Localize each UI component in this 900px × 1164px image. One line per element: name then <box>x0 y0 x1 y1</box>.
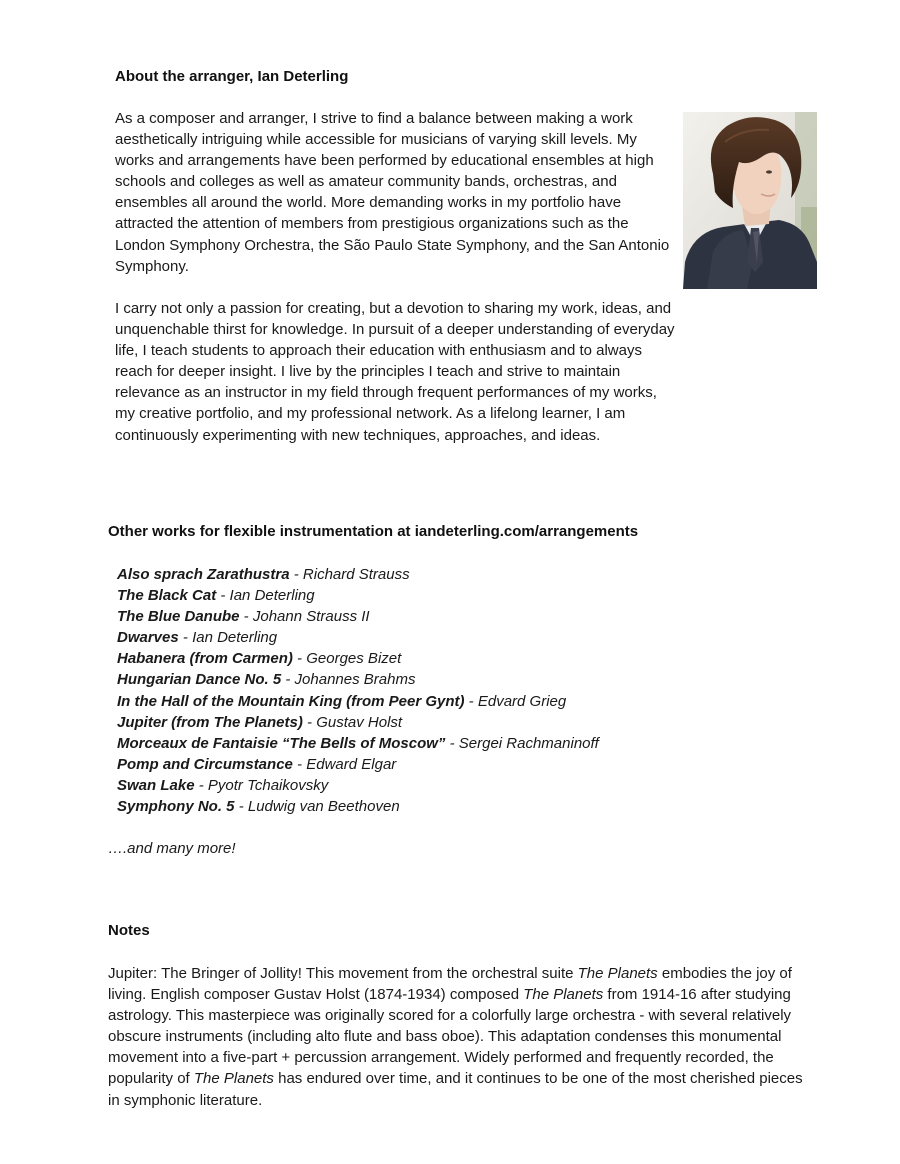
work-separator: - <box>194 776 208 794</box>
work-separator: - <box>239 608 253 626</box>
work-composer: Ian Deterling <box>229 587 315 605</box>
arranger-portrait-image <box>683 112 817 289</box>
work-composer: Edward Elgar <box>306 755 397 773</box>
works-list-item <box>117 691 599 712</box>
work-title: Dwarves <box>117 629 179 647</box>
work-title: Morceaux de Fantaisie “The Bells of Moscow” <box>117 734 446 752</box>
work-title: Symphony No. 5 <box>117 798 235 816</box>
work-separator: - <box>216 587 230 605</box>
work-title: Swan Lake <box>117 776 195 794</box>
bio-paragraph-1: As a composer and arranger, I strive to find a balance between making a work aesthetically intriguing while accessible for musicians of varying skill levels. My works and arrangements have been performed by educational ensembles at high schools and colleges as well as amateur community bands, orchestras, and ensembles all around the world. More demanding works in my portfolio have attracted the attention of members from prestigious organizations such as the London Symphony Orchestra, the São Paulo State Symphony, and the San Antonio Symphony. <box>115 110 670 275</box>
work-composer: Johann Strauss II <box>252 608 370 626</box>
notes-italic-title-1: The Planets <box>577 965 658 982</box>
work-separator: - <box>292 650 307 668</box>
work-separator: - <box>281 671 295 689</box>
work-separator: - <box>302 713 317 731</box>
work-title: Hungarian Dance No. 5 <box>117 671 282 689</box>
notes-heading: Notes <box>108 922 150 939</box>
work-separator: - <box>178 629 193 647</box>
works-list-item <box>117 627 599 648</box>
work-title: The Black Cat <box>117 587 217 605</box>
notes-italic-title-2: The Planets <box>523 986 604 1004</box>
work-composer: Georges Bizet <box>306 650 402 668</box>
work-title: Habanera (from Carmen) <box>117 650 293 668</box>
works-list-item <box>117 648 599 669</box>
arranger-photo <box>683 112 817 289</box>
works-list-item <box>117 564 599 585</box>
work-composer: Richard Strauss <box>302 566 410 583</box>
work-title: In the Hall of the Mountain King (from Peer Gynt) <box>117 692 465 710</box>
notes-paragraph <box>108 963 813 1111</box>
works-list-item <box>117 754 599 775</box>
works-heading: Other works for flexible instrumentation at iandeterling.com/arrangements <box>108 523 639 540</box>
notes-italic-title-3: The Planets <box>193 1070 274 1088</box>
work-composer: Sergei Rachmaninoff <box>458 734 599 752</box>
work-separator: - <box>234 798 248 816</box>
works-list-item <box>117 712 599 733</box>
work-composer: Gustav Holst <box>316 713 403 731</box>
works-list-item <box>117 585 599 606</box>
notes-text-3: from 1914-16 after studying astrology. This masterpiece was originally scored for a colorfully large orchestra - with several relatively obscure instruments (including alto flute and bass oboe). This adaptation condenses this monumental movement into a five-part + percussion arrangement. Widely performed and frequently recorded, the popularity of <box>108 986 792 1088</box>
works-list-item <box>117 606 599 627</box>
work-title: Jupiter (from The Planets) <box>117 713 303 731</box>
notes-text-1: Jupiter: The Bringer of Jollity! This movement from the orchestral suite <box>108 965 578 982</box>
works-list-item <box>117 775 599 796</box>
work-composer: Edvard Grieg <box>477 692 567 710</box>
work-composer: Ian Deterling <box>192 629 278 647</box>
work-separator: - <box>292 755 307 773</box>
work-title: The Blue Danube <box>117 608 240 626</box>
work-composer: Pyotr Tchaikovsky <box>207 776 329 794</box>
work-composer: Johannes Brahms <box>294 671 416 689</box>
work-separator: - <box>289 566 303 583</box>
works-list-item <box>117 796 599 817</box>
notes-text-2: embodies the joy of living. English composer Gustav Holst (1874-1934) composed <box>108 965 792 1004</box>
work-composer: Ludwig van Beethoven <box>247 798 400 816</box>
works-list-item <box>117 733 599 754</box>
notes-text-4: has endured over time, and it continues to be one of the most cherished pieces in symphonic literature. <box>108 1070 803 1109</box>
works-list <box>117 564 599 817</box>
bio-paragraph-2: I carry not only a passion for creating, but a devotion to sharing my work, ideas, and unquenchable thirst for knowledge. In pursuit of a deeper understanding of everyday life, I teach students to approach their education with enthusiasm and to always reach for deeper insight. I live by the principles I teach and strive to maintain relevance as an instructor in my field through frequent performances of my works, my creative portfolio, and my professional network. As a lifelong learner, I am continuously experimenting with new techniques, approaches, and ideas. <box>115 300 675 444</box>
work-separator: - <box>464 692 478 710</box>
work-title: Pomp and Circumstance <box>117 755 293 773</box>
about-heading: About the arranger, Ian Deterling <box>115 68 349 85</box>
work-separator: - <box>445 734 459 752</box>
work-title: Also sprach Zarathustra <box>117 566 290 583</box>
works-list-item <box>117 669 599 690</box>
more-works-text: ….and many more! <box>108 840 236 857</box>
